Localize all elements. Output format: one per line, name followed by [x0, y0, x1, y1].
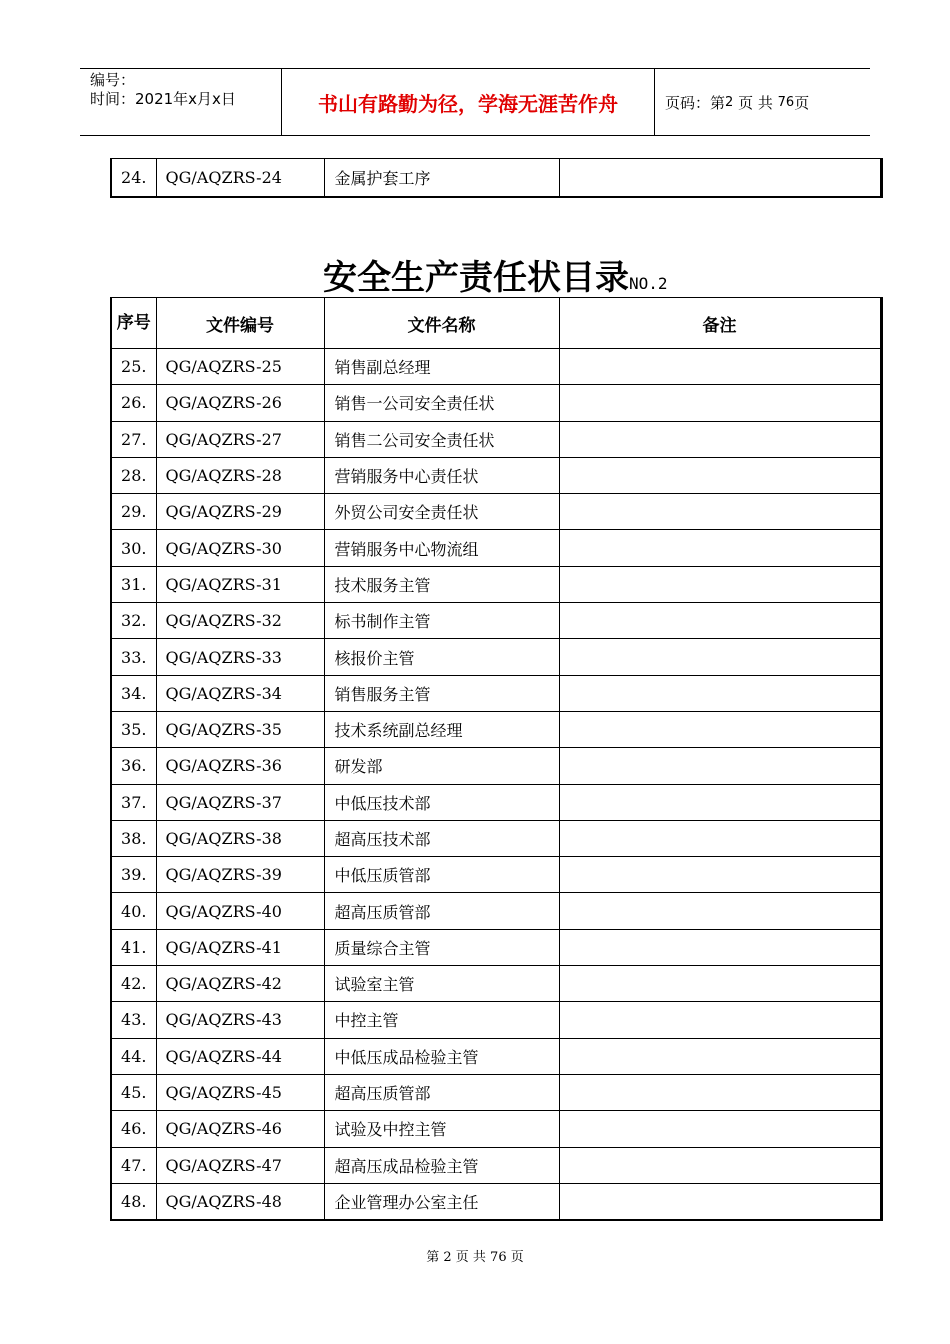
row-note [559, 1038, 881, 1074]
previous-table [110, 158, 883, 198]
table-row [111, 711, 881, 747]
row-number: 41. [111, 929, 156, 965]
row-name: 技术系统副总经理 [324, 711, 559, 747]
row-name: 超高压成品检验主管 [324, 1147, 559, 1183]
row-code: QG/AQZRS-38 [156, 820, 324, 856]
table-row [111, 1038, 881, 1074]
table-row [111, 820, 881, 856]
row-note [559, 675, 881, 711]
header-note: 备注 [559, 298, 881, 349]
row-name: 销售二公司安全责任状 [324, 421, 559, 457]
row-code: QG/AQZRS-33 [156, 639, 324, 675]
document-table-body [111, 349, 881, 1220]
table-row [111, 530, 881, 566]
row-note [559, 159, 881, 197]
time-label: 时间：2021年x月x日 [90, 90, 236, 108]
row-number: 24. [111, 159, 156, 197]
row-note [559, 1074, 881, 1110]
table-row [111, 349, 881, 385]
row-note [559, 385, 881, 421]
row-note [559, 1002, 881, 1038]
row-name: 中低压技术部 [324, 784, 559, 820]
page-total: 76 [777, 94, 795, 110]
table-row [111, 1183, 881, 1219]
row-name: 销售服务主管 [324, 675, 559, 711]
page-prefix: 页码：第 [665, 93, 726, 112]
row-note [559, 349, 881, 385]
row-code: QG/AQZRS-35 [156, 711, 324, 747]
row-number: 45. [111, 1074, 156, 1110]
row-number: 37. [111, 784, 156, 820]
table-row [111, 893, 881, 929]
page-header [80, 68, 870, 136]
row-name: 研发部 [324, 748, 559, 784]
header-page-info [655, 69, 870, 135]
row-number: 25. [111, 349, 156, 385]
row-note [559, 929, 881, 965]
row-number: 46. [111, 1111, 156, 1147]
header-meta [80, 69, 282, 135]
row-code: QG/AQZRS-29 [156, 494, 324, 530]
row-name: 超高压质管部 [324, 1074, 559, 1110]
table-row [111, 603, 881, 639]
row-number: 30. [111, 530, 156, 566]
row-note [559, 1111, 881, 1147]
row-code: QG/AQZRS-47 [156, 1147, 324, 1183]
row-code: QG/AQZRS-31 [156, 566, 324, 602]
row-name: 销售副总经理 [324, 349, 559, 385]
table-row [111, 784, 881, 820]
row-name: 中低压质管部 [324, 857, 559, 893]
row-code: QG/AQZRS-48 [156, 1183, 324, 1219]
row-number: 32. [111, 603, 156, 639]
table-row [111, 929, 881, 965]
row-code: QG/AQZRS-26 [156, 385, 324, 421]
row-note [559, 820, 881, 856]
page-number: 2 [725, 94, 734, 110]
row-name: 超高压质管部 [324, 893, 559, 929]
row-note [559, 1147, 881, 1183]
row-code: QG/AQZRS-37 [156, 784, 324, 820]
row-number: 26. [111, 385, 156, 421]
row-number: 42. [111, 966, 156, 1002]
row-number: 27. [111, 421, 156, 457]
header-code: 文件编号 [156, 298, 324, 349]
row-number: 38. [111, 820, 156, 856]
row-code: QG/AQZRS-27 [156, 421, 324, 457]
row-note [559, 966, 881, 1002]
row-code: QG/AQZRS-34 [156, 675, 324, 711]
table-row [111, 1002, 881, 1038]
row-code: QG/AQZRS-36 [156, 748, 324, 784]
table-row [111, 1111, 881, 1147]
code-label: 编号： [90, 71, 136, 89]
row-code: QG/AQZRS-44 [156, 1038, 324, 1074]
row-code: QG/AQZRS-32 [156, 603, 324, 639]
row-code: QG/AQZRS-25 [156, 349, 324, 385]
row-note [559, 748, 881, 784]
row-number: 33. [111, 639, 156, 675]
table-row [111, 966, 881, 1002]
row-number: 47. [111, 1147, 156, 1183]
header-motto: 书山有路勤为径，学海无涯苦作舟 [282, 69, 655, 135]
row-code: QG/AQZRS-41 [156, 929, 324, 965]
title-main: 安全生产责任状目录 [323, 258, 629, 298]
row-number: 40. [111, 893, 156, 929]
row-number: 48. [111, 1183, 156, 1219]
table-row [111, 1147, 881, 1183]
row-code: QG/AQZRS-43 [156, 1002, 324, 1038]
row-code: QG/AQZRS-46 [156, 1111, 324, 1147]
row-name: 试验及中控主管 [324, 1111, 559, 1147]
row-code: QG/AQZRS-30 [156, 530, 324, 566]
row-name: 营销服务中心责任状 [324, 457, 559, 493]
table-row [111, 494, 881, 530]
row-note [559, 421, 881, 457]
row-number: 43. [111, 1002, 156, 1038]
page-suffix: 页 [794, 93, 810, 112]
row-name: 核报价主管 [324, 639, 559, 675]
row-name: 企业管理办公室主任 [324, 1183, 559, 1219]
table-row [111, 639, 881, 675]
page-mid: 页 共 [738, 93, 773, 112]
row-code: QG/AQZRS-42 [156, 966, 324, 1002]
row-note [559, 1183, 881, 1219]
title-suffix: NO.2 [629, 274, 668, 293]
row-name: 超高压技术部 [324, 820, 559, 856]
row-note [559, 457, 881, 493]
row-number: 35. [111, 711, 156, 747]
header-no: 序号 [111, 298, 156, 349]
table-row [111, 675, 881, 711]
row-number: 31. [111, 566, 156, 602]
previous-table-body [111, 159, 881, 197]
header-name: 文件名称 [324, 298, 559, 349]
row-number: 44. [111, 1038, 156, 1074]
row-code: QG/AQZRS-45 [156, 1074, 324, 1110]
row-note [559, 784, 881, 820]
row-note [559, 711, 881, 747]
table-row [111, 159, 881, 197]
row-number: 39. [111, 857, 156, 893]
row-note [559, 603, 881, 639]
row-number: 36. [111, 748, 156, 784]
row-note [559, 494, 881, 530]
row-note [559, 639, 881, 675]
table-row [111, 566, 881, 602]
row-name: 营销服务中心物流组 [324, 530, 559, 566]
row-number: 28. [111, 457, 156, 493]
row-name: 金属护套工序 [324, 159, 559, 197]
row-note [559, 893, 881, 929]
table-row [111, 1074, 881, 1110]
row-note [559, 530, 881, 566]
row-note [559, 566, 881, 602]
row-code: QG/AQZRS-39 [156, 857, 324, 893]
row-number: 29. [111, 494, 156, 530]
row-name: 标书制作主管 [324, 603, 559, 639]
table-row [111, 421, 881, 457]
table-row [111, 857, 881, 893]
row-code: QG/AQZRS-40 [156, 893, 324, 929]
row-number: 34. [111, 675, 156, 711]
row-name: 质量综合主管 [324, 929, 559, 965]
row-code: QG/AQZRS-28 [156, 457, 324, 493]
row-note [559, 857, 881, 893]
table-row [111, 457, 881, 493]
table-row [111, 748, 881, 784]
row-name: 销售一公司安全责任状 [324, 385, 559, 421]
row-name: 中控主管 [324, 1002, 559, 1038]
document-table [110, 297, 883, 1221]
row-name: 中低压成品检验主管 [324, 1038, 559, 1074]
table-row [111, 385, 881, 421]
row-code: QG/AQZRS-24 [156, 159, 324, 197]
row-name: 试验室主管 [324, 966, 559, 1002]
row-name: 技术服务主管 [324, 566, 559, 602]
row-name: 外贸公司安全责任状 [324, 494, 559, 530]
table-header-row [111, 298, 881, 349]
page-title [323, 250, 668, 299]
page-footer: 第 2 页 共 76 页 [426, 1250, 524, 1265]
